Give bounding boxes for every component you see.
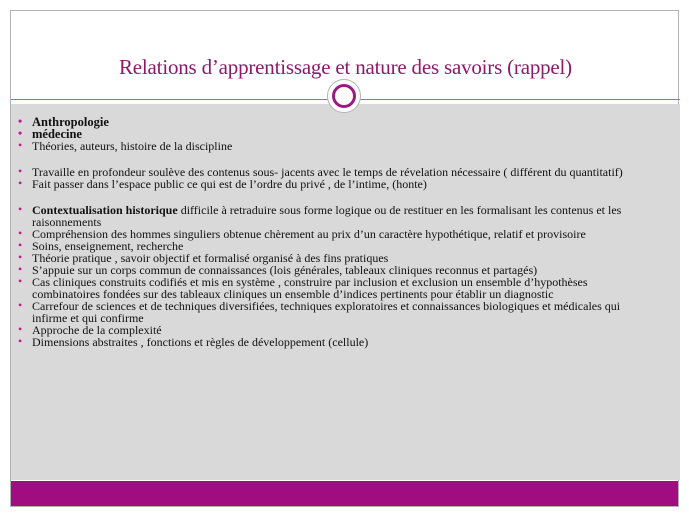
circle-ring-icon [332,84,356,108]
list-item: • Anthropologie [18,116,658,128]
bullet-list [18,116,658,348]
list-item: • médecine [18,128,658,140]
list-item-bold-lead: Contextualisation historique [32,203,178,217]
list-item [18,204,658,228]
footer-bar [11,481,678,506]
list-item: • Fait passer dans l’espace public ce qui est de l’ordre du privé , de l’intime, (honte) [18,178,658,190]
list-item: • Travaille en profondeur soulève des contenus sous- jacents avec le temps de révelation nécessaire ( différent du quantitatif) [18,166,658,178]
list-item: • Approche de la complexité [18,324,658,336]
list-item: • Dimensions abstraites , fonctions et règles de développement (cellule) [18,336,658,348]
list-item: • Cas cliniques construits codifiés et mis en système , construire par inclusion et exclusion un ensemble d’hypothèses combinatoires fondées sur des tableaux cliniques un ensemble d’indices pertinents pour établir un diagnostic [18,276,658,300]
list-item-text: difficile à retraduire sous forme logique ou de restituer en les formalisant les contenus et les raisonnements [32,203,622,229]
list-item: • Carrefour de sciences et de techniques diversifiées, techniques exploratoires et connaissances biologiques et médicales qui infirme et qui confirme [18,300,658,324]
list-item: • Théories, auteurs, histoire de la discipline [18,140,658,152]
slide-title: Relations d’apprentissage et nature des savoirs (rappel) [119,55,572,79]
list-item: • S’appuie sur un corps commun de connaissances (lois générales, tableaux cliniques reconnus et partagés) [18,264,658,276]
list-item: • Compréhension des hommes singuliers obtenue chèrement au prix d’un caractère hypothétique, relatif et provisoire [18,228,658,240]
circle-ornament-icon [327,79,361,113]
list-item: • Soins, enseignement, recherche [18,240,658,252]
list-item: • Théorie pratique , savoir objectif et formalisé organisé à des fins pratiques [18,252,658,264]
